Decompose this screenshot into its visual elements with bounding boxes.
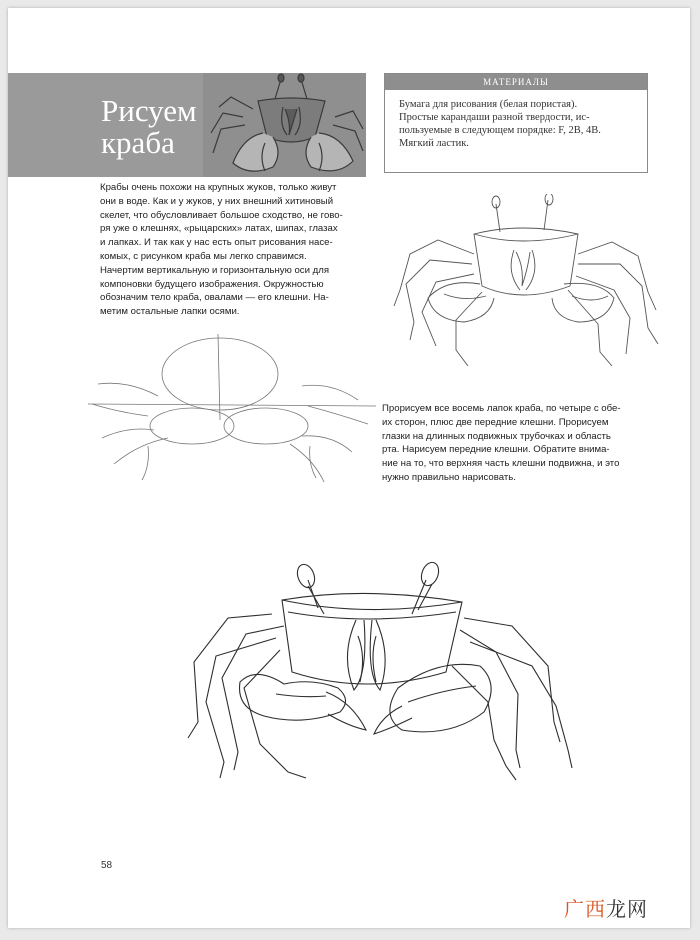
title-line-2: краба — [101, 125, 175, 160]
materials-heading: МАТЕРИАЛЫ — [385, 74, 647, 90]
materials-line-4: Мягкий ластик. — [399, 138, 469, 149]
crab-sketch-step-2 — [386, 194, 676, 366]
crab-sketch-step-3 — [176, 556, 576, 786]
watermark-part-2: 龙网 — [606, 897, 648, 921]
watermark-logo — [564, 893, 648, 922]
text-line: нужно правильно нарисовать. — [382, 471, 516, 483]
text-line: комых, с рисунком краба мы легко справимся. — [100, 250, 307, 262]
text-line: глазки на длинных подвижных трубочках и область — [382, 430, 611, 442]
text-line: они в воде. Как и у жуков, у них внешний хитиновый — [100, 195, 334, 207]
second-paragraph — [382, 402, 650, 485]
book-page — [8, 8, 690, 928]
text-line: Крабы очень похожи на крупных жуков, только живут — [100, 182, 337, 193]
materials-line-2: Простые карандаши разной твердости, ис- — [399, 112, 590, 123]
text-line: компоновки будущего изображения. Окружностью — [100, 278, 324, 290]
page-number: 58 — [101, 860, 113, 871]
text-line: обозначим тело краба, овалами — его клешни. На- — [100, 292, 329, 304]
title-line-1: Рисуем — [101, 93, 197, 128]
text-line: их сторон, плюс две передние клешни. Прорисуем — [382, 416, 609, 428]
text-line: рта. Нарисуем передние клешни. Обратите внима- — [382, 444, 610, 456]
materials-list — [385, 90, 647, 150]
text-line: метим остальные лапки осями. — [100, 306, 240, 318]
text-line: скелет, что обусловливает большое сходство, не гово- — [100, 209, 343, 221]
text-line: Прорисуем все восемь лапок краба, по четыре с обе- — [382, 403, 621, 414]
page-title — [101, 95, 197, 159]
materials-line-3: пользуемые в следующем порядке: F, 2B, 4B. — [399, 125, 601, 136]
text-line: и лапках. И так как у нас есть опыт рисования насе- — [100, 237, 333, 249]
crab-sketch-step-1 — [88, 334, 378, 484]
crab-title-illustration — [203, 73, 366, 177]
materials-line-1: Бумага для рисования (белая пористая). — [399, 99, 578, 110]
text-line: ние на то, что верхняя часть клешни подвижна, и это — [382, 458, 620, 470]
watermark-part-1: 广西 — [564, 897, 606, 921]
title-band — [8, 73, 366, 177]
intro-paragraph — [100, 181, 368, 319]
text-line: ря уже о клешнях, «рыцарских» латах, шипах, глазах — [100, 223, 338, 235]
materials-box — [384, 73, 648, 173]
text-line: Начертим вертикальную и горизонтальную оси для — [100, 264, 330, 276]
